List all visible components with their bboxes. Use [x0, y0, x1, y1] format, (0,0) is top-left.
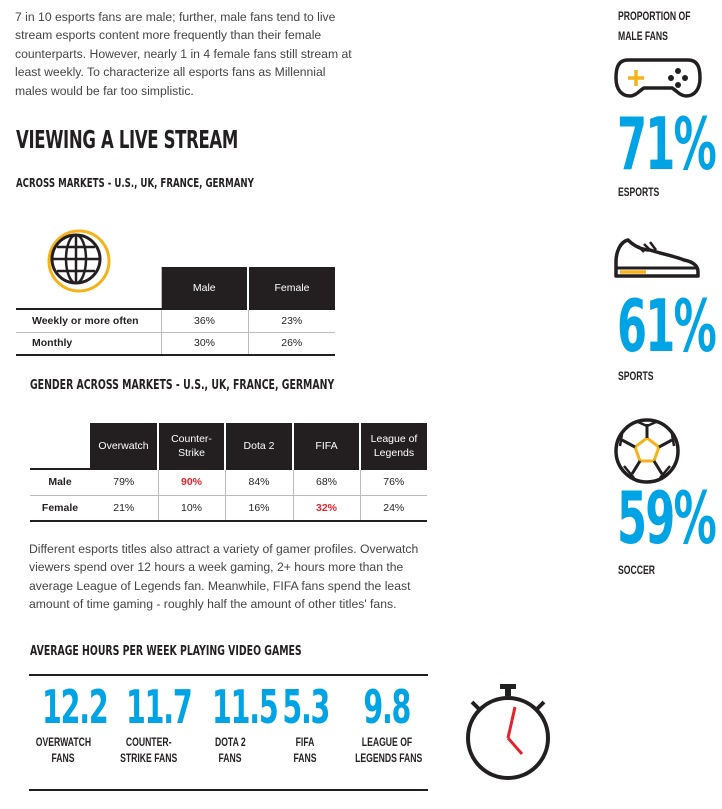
- stat-value: 12.2: [42, 680, 108, 734]
- label-sports: SPORTS: [618, 369, 654, 383]
- cell: 36%: [161, 309, 248, 332]
- viewing-subtitle: ACROSS MARKETS - U.S., UK, FRANCE, GERMANY: [16, 176, 254, 190]
- sneaker-icon: [612, 232, 700, 282]
- stat-value: 5.3: [282, 680, 330, 734]
- stat-value: 11.7: [126, 680, 192, 734]
- gender-title: GENDER ACROSS MARKETS - U.S., UK, FRANCE, GERMANY: [30, 378, 335, 393]
- pct-esports: 71%: [617, 102, 716, 186]
- col-counter-strike: Counter- Strike: [158, 423, 225, 469]
- cell: 30%: [161, 332, 248, 355]
- stat-overwatch: 12.2 OVERWATCH FANS: [35, 680, 108, 765]
- stat-counter-strike: 11.7 COUNTER- STRIKE FANS: [120, 680, 192, 765]
- gender-table: [30, 423, 427, 522]
- stat-dota2: 11.5 DOTA 2 FANS: [212, 680, 278, 765]
- col-overwatch: Overwatch: [90, 423, 158, 469]
- col-female: Female: [248, 267, 335, 309]
- cell: 76%: [360, 469, 427, 495]
- label-esports: ESPORTS: [618, 185, 660, 199]
- pct-soccer: 59%: [617, 476, 716, 560]
- cell: 23%: [248, 309, 335, 332]
- cell: 68%: [293, 469, 360, 495]
- cell: 79%: [90, 469, 158, 495]
- stopwatch-icon: [462, 682, 554, 782]
- intro-paragraph: 7 in 10 esports fans are male; further, male fans tend to live stream esports content more frequently than their female counterparts. However, nearly 1 in 4 female fans still stream at least weekly. To characterize all esports fans as Millennial males would be far too simplistic.: [15, 10, 352, 98]
- label-soccer: SOCCER: [618, 563, 655, 577]
- sidebar-title: PROPORTION OF MALE FANS: [618, 9, 691, 43]
- pct-sports: 61%: [617, 284, 716, 368]
- col-fifa: FIFA: [293, 423, 360, 469]
- cell: 10%: [158, 495, 225, 521]
- cell: 16%: [225, 495, 293, 521]
- cell-highlight: 32%: [293, 495, 360, 521]
- cell: 24%: [360, 495, 427, 521]
- viewing-title: VIEWING A LIVE STREAM: [16, 125, 238, 154]
- profiles-paragraph: Different esports titles also attract a variety of gamer profiles. Overwatch viewers spend over 12 hours a week gaming, 2+ hours more than the average League of Legends fan. Meanwhile, FIFA fans spend the least amount of time gaming - roughly half the amount of other titles' fans.: [29, 542, 419, 612]
- stat-lol: 9.8 LEAGUE OF LEGENDS FANS: [355, 680, 423, 765]
- cell: 84%: [225, 469, 293, 495]
- row-label: Weekly or more often: [16, 309, 161, 332]
- cell: 21%: [90, 495, 158, 521]
- row-label: Female: [30, 495, 90, 521]
- col-lol: League of Legends: [360, 423, 427, 469]
- col-dota2: Dota 2: [225, 423, 293, 469]
- col-male: Male: [161, 267, 248, 309]
- stat-fifa: 5.3 FIFA FANS: [282, 680, 330, 765]
- hours-bottom-rule: [29, 789, 428, 791]
- gamepad-icon: [614, 56, 702, 100]
- stat-value: 9.8: [363, 680, 411, 734]
- viewing-table: [16, 267, 335, 356]
- cell-highlight: 90%: [158, 469, 225, 495]
- hours-title: AVERAGE HOURS PER WEEK PLAYING VIDEO GAMES: [30, 644, 302, 659]
- row-label: Monthly: [16, 332, 161, 355]
- row-label: Male: [30, 469, 90, 495]
- cell: 26%: [248, 332, 335, 355]
- hours-top-rule: [29, 674, 428, 676]
- stat-value: 11.5: [212, 680, 278, 734]
